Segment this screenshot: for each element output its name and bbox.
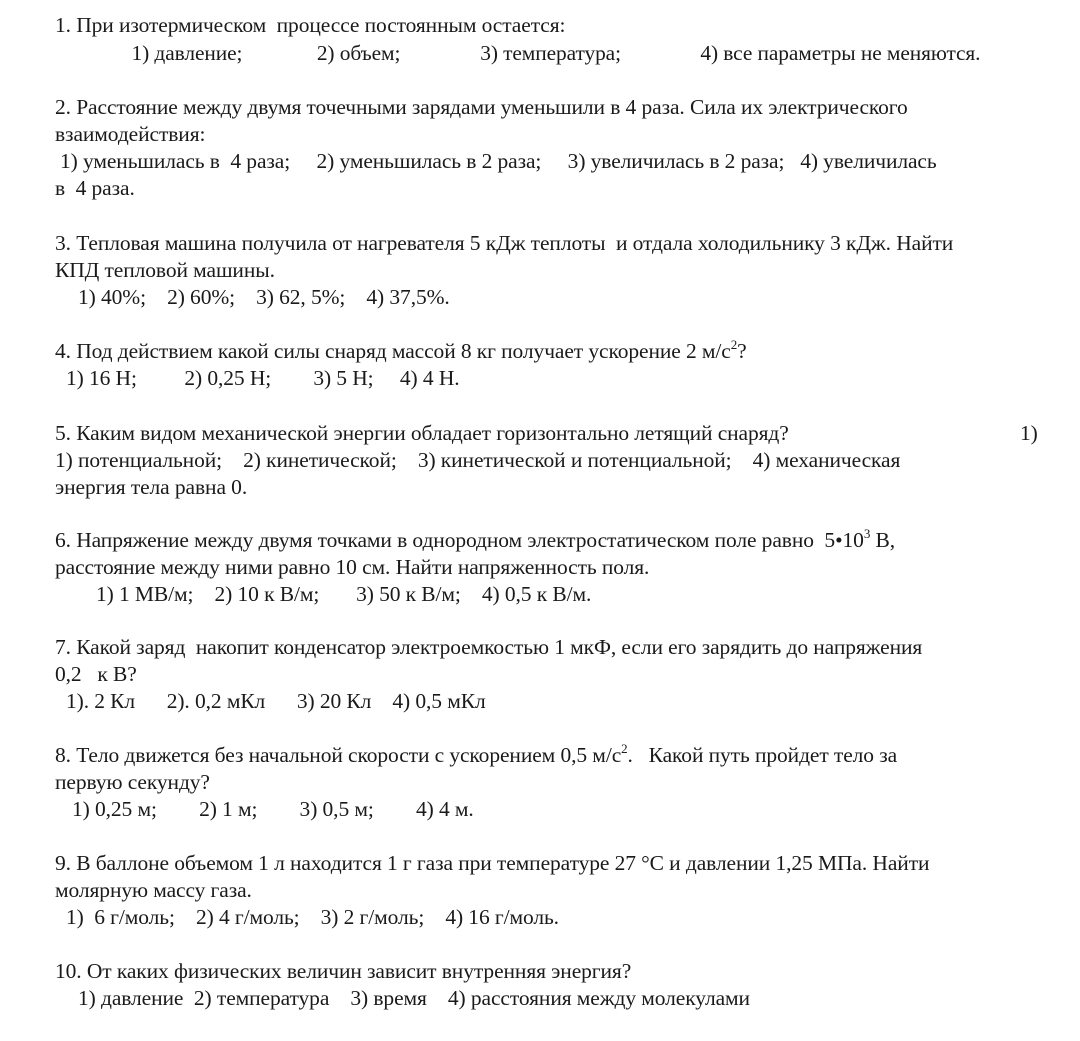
question-1-option-1: 1) давление; — [131, 41, 243, 65]
question-9-options: 1) 6 г/моль; 2) 4 г/моль; 3) 2 г/моль; 4) 16 г/моль. — [66, 905, 559, 929]
question-9-text-cont: молярную массу газа. — [55, 878, 252, 902]
question-7-options: 1). 2 Кл 2). 0,2 мКл 3) 20 Кл 4) 0,5 мКл — [66, 689, 486, 713]
question-6-exponent: 3 — [863, 526, 871, 541]
question-4-options: 1) 16 Н; 2) 0,25 Н; 3) 5 Н; 4) 4 Н. — [66, 366, 460, 390]
question-6-text-unit: В, — [870, 528, 896, 552]
question-2-text: 2. Расстояние между двумя точечными зарядами уменьшили в 4 раза. Сила их электрического — [55, 95, 908, 119]
question-4-exponent: 2 — [730, 337, 738, 352]
question-1-option-2: 2) объем; — [316, 41, 401, 65]
question-5-options: 1) потенциальной; 2) кинетической; 3) кинетической и потенциальной; 4) механическая — [55, 448, 901, 472]
question-3-text: 3. Тепловая машина получила от нагревателя 5 кДж теплоты и отдала холодильнику 3 кДж. Найти — [55, 231, 954, 255]
question-5-stray-label: 1) — [1020, 421, 1038, 445]
question-5-options-cont: энергия тела равна 0. — [55, 475, 248, 499]
question-8-text-main: 8. Тело движется без начальной скорости с ускорением 0,5 м/с — [55, 743, 622, 767]
question-6-text-cont: расстояние между ними равно 10 см. Найти напряженность поля. — [55, 555, 650, 579]
question-10-options: 1) давление 2) температура 3) время 4) расстояния между молекулами — [78, 986, 750, 1010]
question-10-text: 10. От каких физических величин зависит внутренняя энергия? — [55, 959, 632, 983]
question-1-text: 1. При изотермическом процессе постоянным остается: — [55, 13, 566, 37]
question-3-text-cont: КПД тепловой машины. — [55, 258, 275, 282]
question-3-options: 1) 40%; 2) 60%; 3) 62, 5%; 4) 37,5%. — [78, 285, 450, 309]
question-1-option-3: 3) температура; — [480, 41, 621, 65]
question-8-text-end: . Какой путь пройдет тело за — [627, 743, 898, 767]
question-9-text: 9. В баллоне объемом 1 л находится 1 г газа при температуре 27 °С и давлении 1,25 МПа. Найти — [55, 851, 930, 875]
question-8-options: 1) 0,25 м; 2) 1 м; 3) 0,5 м; 4) 4 м. — [72, 797, 474, 821]
question-7-text: 7. Какой заряд накопит конденсатор электроемкостью 1 мкФ, если его зарядить до напряжения — [55, 635, 923, 659]
question-4-text-end: ? — [737, 339, 747, 363]
question-2-text-cont: взаимодействия: — [55, 122, 206, 146]
question-6-text-main: 6. Напряжение между двумя точками в однородном электростатическом поле равно 5•10 — [55, 528, 864, 552]
question-8-text — [55, 742, 897, 769]
question-8-text-cont: первую секунду? — [55, 770, 210, 794]
question-4-text-main: 4. Под действием какой силы снаряд массой 8 кг получает ускорение 2 м/с — [55, 339, 731, 363]
question-4-text — [55, 338, 747, 365]
question-7-text-cont: 0,2 к В? — [55, 662, 137, 686]
question-5-text: 5. Каким видом механической энергии обладает горизонтально летящий снаряд? — [55, 421, 789, 445]
question-6-options: 1) 1 МВ/м; 2) 10 к В/м; 3) 50 к В/м; 4) 0,5 к В/м. — [96, 582, 592, 606]
question-1-options — [0, 40, 1076, 67]
question-2-options-cont: в 4 раза. — [55, 176, 135, 200]
question-6-text — [55, 527, 895, 554]
question-8-exponent: 2 — [621, 741, 628, 756]
question-1-option-4: 4) все параметры не меняются. — [700, 41, 981, 65]
question-2-options: 1) уменьшилась в 4 раза; 2) уменьшилась в 2 раза; 3) увеличилась в 2 раза; 4) увеличилась — [60, 149, 937, 173]
